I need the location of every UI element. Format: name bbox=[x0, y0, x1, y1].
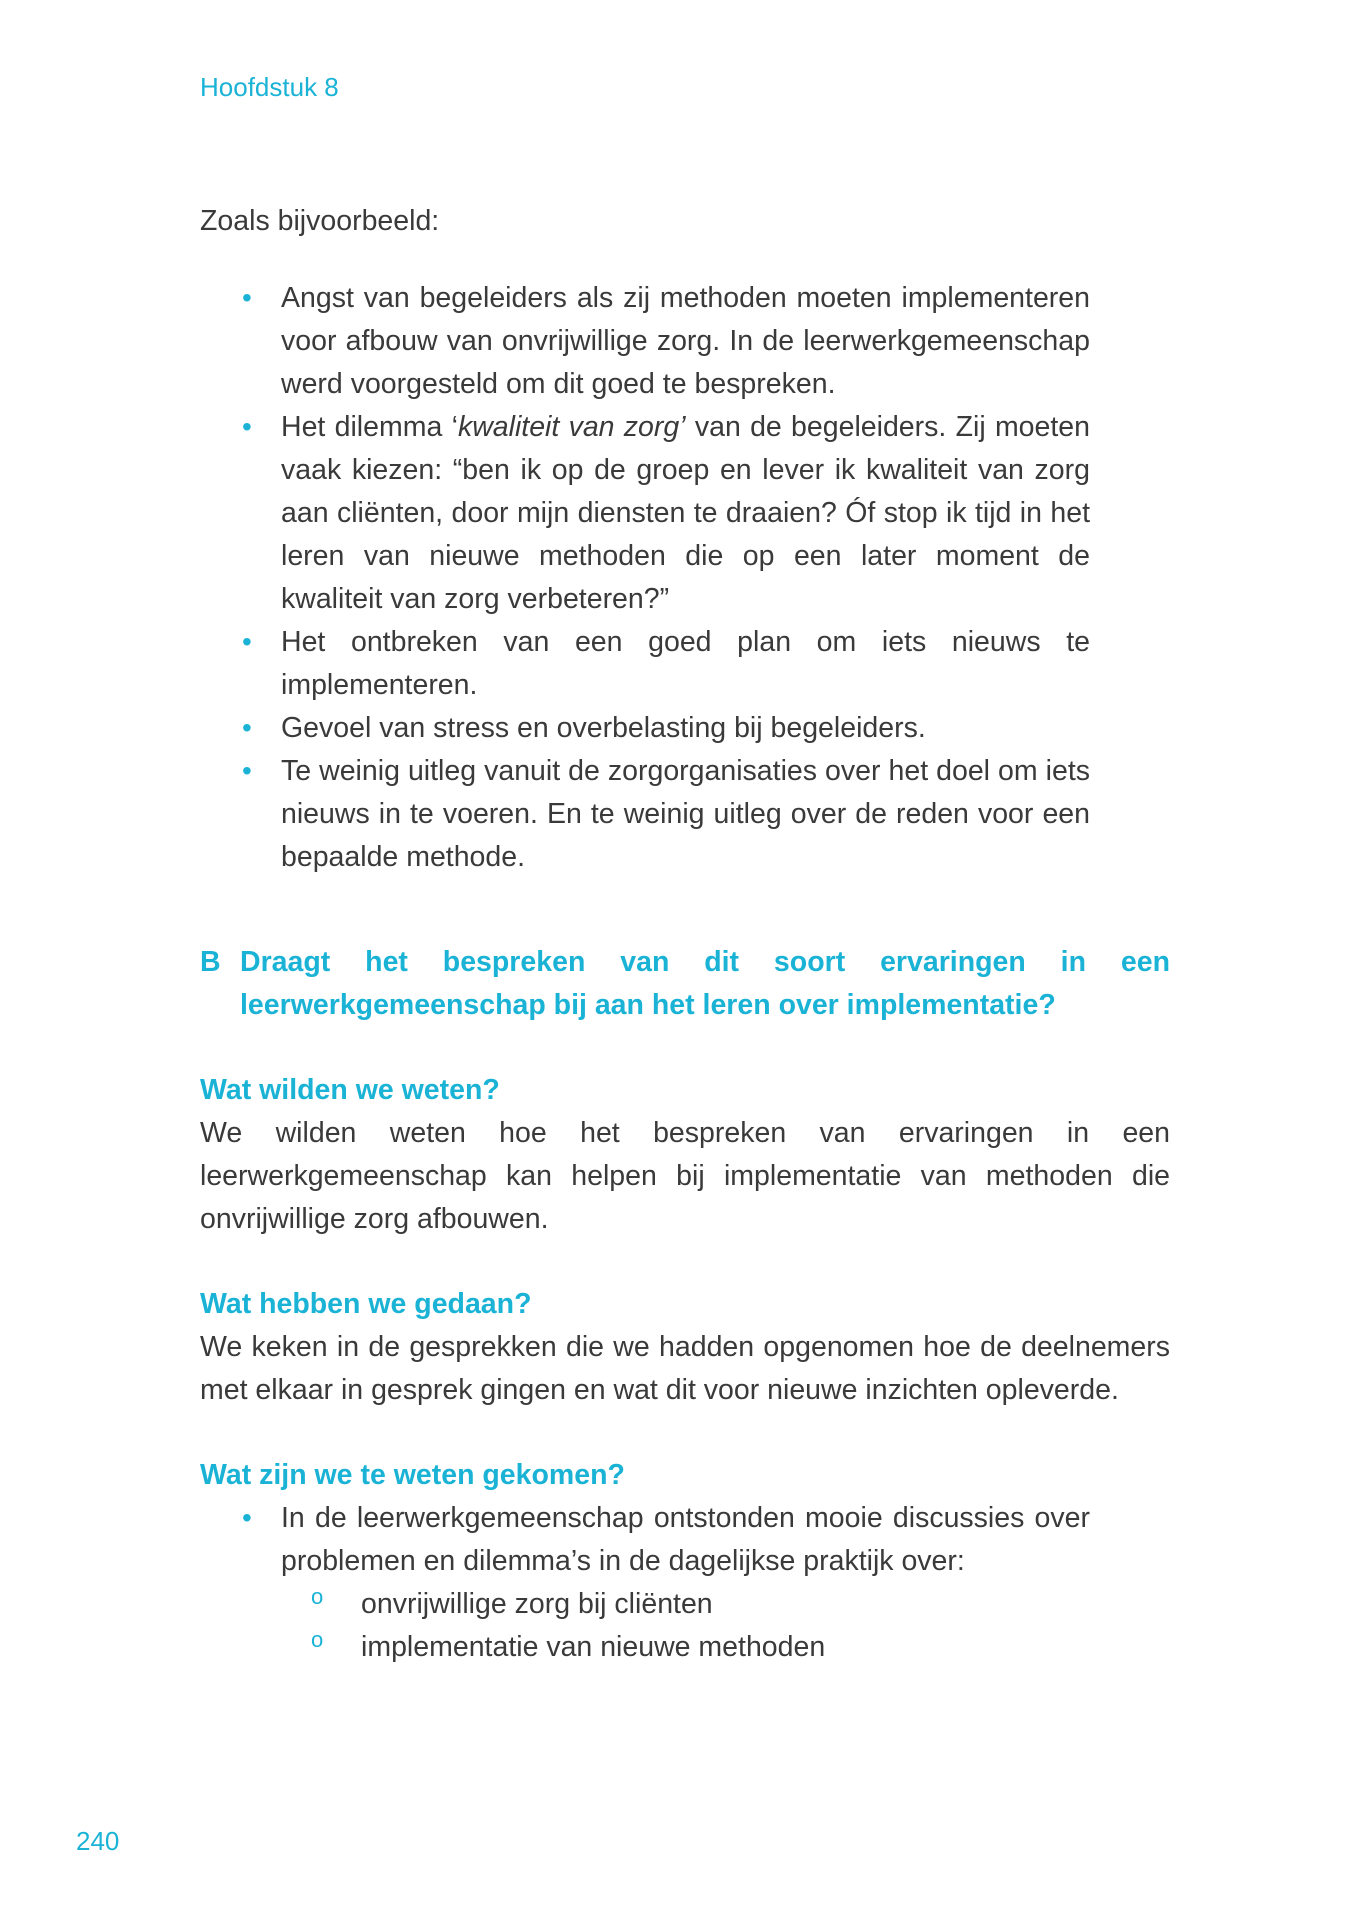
sub-list-item bbox=[200, 1626, 1170, 1669]
bullet-icon: • bbox=[242, 411, 252, 442]
examples-list bbox=[200, 277, 1090, 879]
list-item-text-before: Het dilemma ‘ bbox=[281, 411, 458, 443]
page-number: 240 bbox=[76, 1826, 120, 1856]
paragraph-what-done: We keken in de gesprekken die we hadden opgenomen hoe de deelnemers met elkaar in gesprek gingen en wat dit voor nieuwe inzichten opleverde. bbox=[200, 1331, 1170, 1406]
circle-bullet-icon: o bbox=[311, 1627, 324, 1652]
list-item bbox=[200, 277, 1090, 406]
list-item-text: Gevoel van stress en overbelasting bij begeleiders. bbox=[281, 712, 926, 744]
subheading-what-done: Wat hebben we gedaan? bbox=[200, 1288, 532, 1320]
list-item-text: In de leerwerkgemeenschap ontstonden mooie discussies over problemen en dilemma’s in de dagelijkse praktijk over: bbox=[281, 1502, 1090, 1577]
list-item-text-after: van de begeleiders. Zij moeten vaak kiezen: “ben ik op de groep en lever ik kwaliteit van zorg aan cliënten, door mijn diensten te draaien? Óf stop ik tijd in het leren van nieuwe methoden die op een later moment de kwaliteit van zorg verbeteren?” bbox=[281, 411, 1090, 615]
list-item bbox=[200, 1497, 1090, 1583]
findings-sublist bbox=[200, 1583, 1170, 1669]
bullet-icon: • bbox=[242, 282, 252, 313]
subheading-what-know: Wat wilden we weten? bbox=[200, 1074, 500, 1106]
section-title-line-1: Draagt het bespreken van dit soort ervaringen in een bbox=[240, 946, 1170, 978]
sub-list-item-text: implementatie van nieuwe methoden bbox=[361, 1631, 826, 1663]
list-item bbox=[200, 621, 1090, 707]
circle-bullet-icon: o bbox=[311, 1584, 324, 1609]
list-item-emphasis: kwaliteit van zorg’ bbox=[457, 411, 686, 443]
bullet-icon: • bbox=[242, 712, 252, 743]
section-b-heading bbox=[200, 941, 1170, 1027]
list-item-text: Te weinig uitleg vanuit de zorgorganisaties over het doel om iets nieuws in te voeren. En te weinig uitleg over de reden voor een bepaalde methode. bbox=[281, 755, 1090, 873]
section-letter: B bbox=[200, 946, 221, 978]
sub-list-item bbox=[200, 1583, 1170, 1626]
list-item bbox=[200, 750, 1090, 879]
intro-text: Zoals bijvoorbeeld: bbox=[200, 205, 440, 237]
list-item-text: Angst van begeleiders als zij methoden moeten implementeren voor afbouw van onvrijwillige zorg. In de leerwerkgemeenschap werd voorgesteld om dit goed te bespreken. bbox=[281, 282, 1090, 400]
sub-list-item-text: onvrijwillige zorg bij cliënten bbox=[361, 1588, 713, 1620]
list-item bbox=[200, 707, 1090, 750]
paragraph-what-know: We wilden weten hoe het bespreken van ervaringen in een leerwerkgemeenschap kan helpen bij implementatie van methoden die onvrijwillige zorg afbouwen. bbox=[200, 1117, 1170, 1235]
bullet-icon: • bbox=[242, 1502, 252, 1533]
chapter-running-head: Hoofdstuk 8 bbox=[200, 72, 339, 102]
list-item bbox=[200, 406, 1090, 621]
findings-list bbox=[200, 1497, 1090, 1583]
bullet-icon: • bbox=[242, 755, 252, 786]
main-content bbox=[200, 200, 1170, 1669]
subheading-what-learned: Wat zijn we te weten gekomen? bbox=[200, 1459, 625, 1491]
section-title-line-2: leerwerkgemeenschap bij aan het leren over implementatie? bbox=[240, 989, 1056, 1021]
bullet-icon: • bbox=[242, 626, 252, 657]
list-item-text: Het ontbreken van een goed plan om iets nieuws te implementeren. bbox=[281, 626, 1090, 701]
